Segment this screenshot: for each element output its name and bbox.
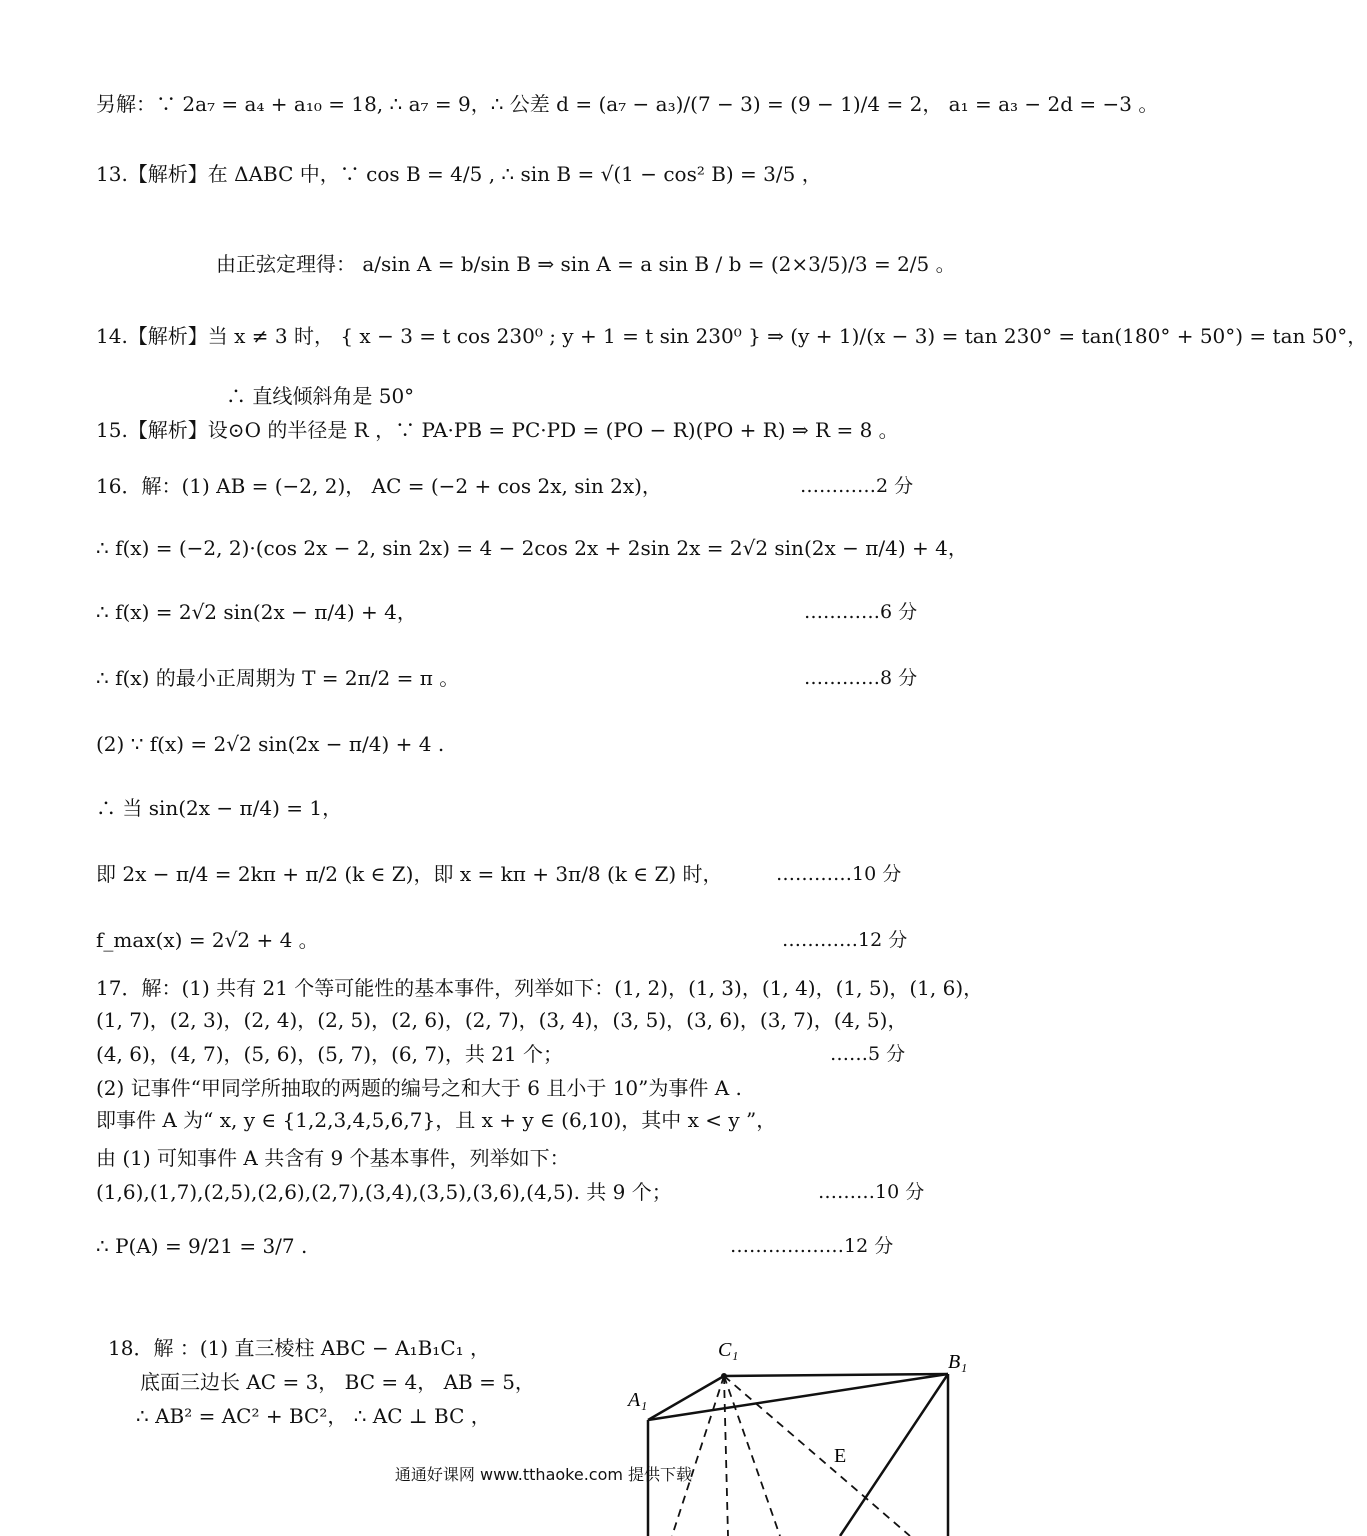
- q17-line-8: ∴ P(A) = 9/21 = 3/7 .: [96, 1234, 308, 1258]
- score-10-b: ………10 分: [818, 1181, 925, 1203]
- q18-line-3: ∴ AB² = AC² + BC²， ∴ AC ⊥ BC ，: [136, 1404, 491, 1428]
- q16-line-6: ∴ 当 sin(2x − π/4) = 1，: [96, 796, 343, 820]
- vertex-c1: [721, 1373, 727, 1379]
- q14-line-2: ∴ 直线倾斜角是 50°: [226, 384, 415, 408]
- edge-c1-b1: [724, 1374, 948, 1376]
- q16-line-7: 即 2x − π/4 = 2kπ + π/2 (k ∈ Z)，即 x = kπ + 3π/8 (k ∈ Z) 时，: [96, 862, 723, 886]
- label-b1: B₁: [948, 1351, 968, 1373]
- q16-line-1: 16．解：(1) AB = (−2, 2)， AC = (−2 + cos 2x, sin 2x)，: [96, 474, 662, 498]
- page-footer: 通通好课网 www.tthaoke.com 提供下载: [394, 1465, 693, 1484]
- q15-line: 15.【解析】设⊙O 的半径是 R ，∵ PA·PB = PC·PD = (PO − R)(PO + R) ⇒ R = 8 。: [96, 418, 899, 442]
- q17-line-2: (1, 7)，(2, 3)，(2, 4)，(2, 5)，(2, 6)，(2, 7)，(3, 4)，(3, 5)，(3, 6)，(3, 7)，(4, 5)，: [96, 1008, 908, 1032]
- dashed-c1-1: [672, 1376, 724, 1536]
- q13-line-2: 由正弦定理得： a/sin A = b/sin B ⇒ sin A = a sin B / b = (2×3/5)/3 = 2/5 。: [216, 252, 956, 276]
- q17-line-5: 即事件 A 为“ x, y ∈ {1,2,3,4,5,6,7}，且 x + y ∈ (6,10)，其中 x < y ”，: [96, 1108, 777, 1132]
- q17-line-3: (4, 6)，(4, 7)，(5, 6)，(5, 7)，(6, 7)，共 21 个；: [96, 1042, 564, 1066]
- q16-line-3: ∴ f(x) = 2√2 sin(2x − π/4) + 4，: [96, 600, 417, 624]
- score-10-a: …………10 分: [776, 863, 902, 885]
- q17-line-1: 17．解：(1) 共有 21 个等可能性的基本事件，列举如下：(1, 2)，(1, 3)，(1, 4)，(1, 5)，(1, 6)，: [96, 976, 984, 1000]
- label-a1: A₁: [628, 1389, 648, 1411]
- q16-line-2: ∴ f(x) = (−2, 2)·(cos 2x − 2, sin 2x) = 4 − 2cos 2x + 2sin 2x = 2√2 sin(2x − π/4) + 4，: [96, 536, 968, 560]
- score-5: ……5 分: [830, 1043, 906, 1065]
- q14-line-1: 14.【解析】当 x ≠ 3 时， { x − 3 = t cos 230⁰ ; y + 1 = t sin 230⁰ } ⇒ (y + 1)/(x − 3) = tan 230° = tan(180° + 50°) = tan 50°，: [96, 324, 1367, 348]
- label-e: E: [834, 1445, 847, 1467]
- score-8: …………8 分: [804, 667, 918, 689]
- alt-solution-line: 另解：∵ 2a₇ = a₄ + a₁₀ = 18, ∴ a₇ = 9，∴ 公差 d = (a₇ − a₃)/(7 − 3) = (9 − 1)/4 = 2， a₁ = a₃ − 2d = −3 。: [96, 92, 1159, 116]
- dashed-c1-2: [724, 1376, 728, 1536]
- edge-b1-diag: [840, 1374, 948, 1536]
- prism-figure: [610, 1330, 990, 1536]
- q13-line-1: 13.【解析】在 ΔABC 中，∵ cos B = 4/5 , ∴ sin B = √(1 − cos² B) = 3/5 ，: [96, 162, 822, 186]
- label-c1: C₁: [718, 1339, 739, 1361]
- q16-line-8: f_max(x) = 2√2 + 4 。: [96, 928, 319, 952]
- q16-line-5: (2) ∵ f(x) = 2√2 sin(2x − π/4) + 4 .: [96, 732, 445, 756]
- q17-line-7: (1,6),(1,7),(2,5),(2,6),(2,7),(3,4),(3,5),(3,6),(4,5). 共 9 个；: [96, 1180, 672, 1204]
- score-6: …………6 分: [804, 601, 918, 623]
- q18-line-2: 底面三边长 AC = 3， BC = 4， AB = 5，: [140, 1370, 535, 1394]
- score-12-a: …………12 分: [782, 929, 908, 951]
- score-2: …………2 分: [800, 475, 914, 497]
- q17-line-4: (2) 记事件“甲同学所抽取的两题的编号之和大于 6 且小于 10”为事件 A .: [96, 1076, 742, 1100]
- edge-a1-b1: [648, 1374, 948, 1420]
- score-12-b: ………………12 分: [730, 1235, 894, 1257]
- q17-line-6: 由 (1) 可知事件 A 共含有 9 个基本事件，列举如下：: [96, 1146, 570, 1170]
- q18-line-1: 18．解 ：(1) 直三棱柱 ABC − A₁B₁C₁ ，: [108, 1336, 490, 1360]
- q16-line-4: ∴ f(x) 的最小正周期为 T = 2π/2 = π 。: [96, 666, 460, 690]
